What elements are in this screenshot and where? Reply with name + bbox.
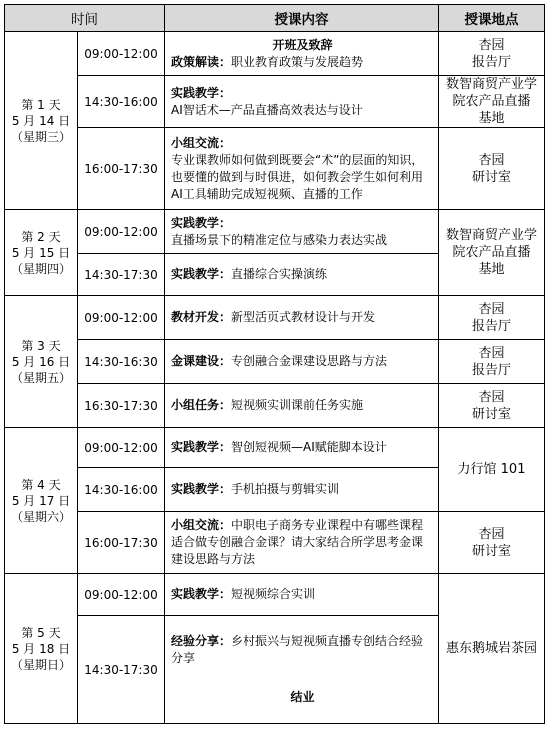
time-cell: 09:00-12:00 bbox=[78, 210, 165, 254]
table-row bbox=[5, 428, 545, 468]
place-cell: 杏园 报告厅 bbox=[439, 340, 545, 384]
place-cell: 杏园 研讨室 bbox=[439, 384, 545, 428]
table-row bbox=[5, 384, 545, 428]
time-cell: 09:00-12:00 bbox=[78, 32, 165, 76]
time-cell: 14:30-16:30 bbox=[78, 340, 165, 384]
header-content: 授课内容 bbox=[165, 5, 439, 32]
table-row bbox=[5, 296, 545, 340]
table-row bbox=[5, 32, 545, 76]
place-cell: 杏园 报告厅 bbox=[439, 32, 545, 76]
time-cell: 16:00-17:30 bbox=[78, 128, 165, 210]
content-cell: 实践教学：短视频综合实训 bbox=[165, 574, 439, 616]
content-cell: 实践教学：智创短视频—AI赋能脚本设计 bbox=[165, 428, 439, 468]
content-cell: 小组任务：短视频实训课前任务实施 bbox=[165, 384, 439, 428]
content-cell: 经验分享：乡村振兴与短视频直播专创结合经验分享 结业 bbox=[165, 616, 439, 724]
time-cell: 09:00-12:00 bbox=[78, 428, 165, 468]
time-cell: 09:00-12:00 bbox=[78, 296, 165, 340]
time-cell: 14:30-17:30 bbox=[78, 616, 165, 724]
table-row bbox=[5, 76, 545, 128]
time-cell: 14:30-16:00 bbox=[78, 76, 165, 128]
place-cell: 力行馆 101 bbox=[439, 428, 545, 512]
table-row bbox=[5, 574, 545, 616]
place-cell: 惠东鹅城岩茶园 bbox=[439, 574, 545, 724]
content-cell: 小组交流： 专业课教师如何做到既要会“术”的层面的知识，也要懂的做到与时俱进，如何教会学生如何利用AI工具辅助完成短视频、直播的工作 bbox=[165, 128, 439, 210]
header-row bbox=[5, 5, 545, 32]
day-cell: 第 2 天 5 月 15 日 （星期四） bbox=[5, 210, 78, 296]
header-place: 授课地点 bbox=[439, 5, 545, 32]
content-cell: 实践教学：直播综合实操演练 bbox=[165, 254, 439, 296]
place-cell: 杏园 研讨室 bbox=[439, 128, 545, 210]
content-cell: 小组交流：中职电子商务专业课程中有哪些课程适合做专创融合金课？请大家结合所学思考金课建设思路与方法 bbox=[165, 512, 439, 574]
place-cell: 数智商贸产业学 院农产品直播 基地 bbox=[439, 76, 545, 128]
day-cell: 第 3 天 5 月 16 日 （星期五） bbox=[5, 296, 78, 428]
place-cell: 杏园 研讨室 bbox=[439, 512, 545, 574]
content-cell: 教材开发：新型活页式教材设计与开发 bbox=[165, 296, 439, 340]
table-row bbox=[5, 210, 545, 254]
time-cell: 14:30-17:30 bbox=[78, 254, 165, 296]
content-cell: 开班及致辞 政策解读：职业教育政策与发展趋势 bbox=[165, 32, 439, 76]
time-cell: 16:30-17:30 bbox=[78, 384, 165, 428]
time-cell: 09:00-12:00 bbox=[78, 574, 165, 616]
place-cell: 数智商贸产业学 院农产品直播 基地 bbox=[439, 210, 545, 296]
content-cell: 实践教学：手机拍摄与剪辑实训 bbox=[165, 468, 439, 512]
table-row bbox=[5, 512, 545, 574]
day-cell: 第 1 天 5 月 14 日 （星期三） bbox=[5, 32, 78, 210]
day-cell: 第 5 天 5 月 18 日 （星期日） bbox=[5, 574, 78, 724]
schedule-table bbox=[4, 4, 545, 724]
content-cell: 实践教学： 直播场景下的精准定位与感染力表达实战 bbox=[165, 210, 439, 254]
table-row bbox=[5, 340, 545, 384]
place-cell: 杏园 报告厅 bbox=[439, 296, 545, 340]
closing-label: 结业 bbox=[290, 690, 315, 704]
content-cell: 金课建设：专创融合金课建设思路与方法 bbox=[165, 340, 439, 384]
header-time: 时间 bbox=[5, 5, 165, 32]
content-cell: 实践教学： AI智话术—产品直播高效表达与设计 bbox=[165, 76, 439, 128]
time-cell: 14:30-16:00 bbox=[78, 468, 165, 512]
day-cell: 第 4 天 5 月 17 日 （星期六） bbox=[5, 428, 78, 574]
time-cell: 16:00-17:30 bbox=[78, 512, 165, 574]
table-row bbox=[5, 128, 545, 210]
